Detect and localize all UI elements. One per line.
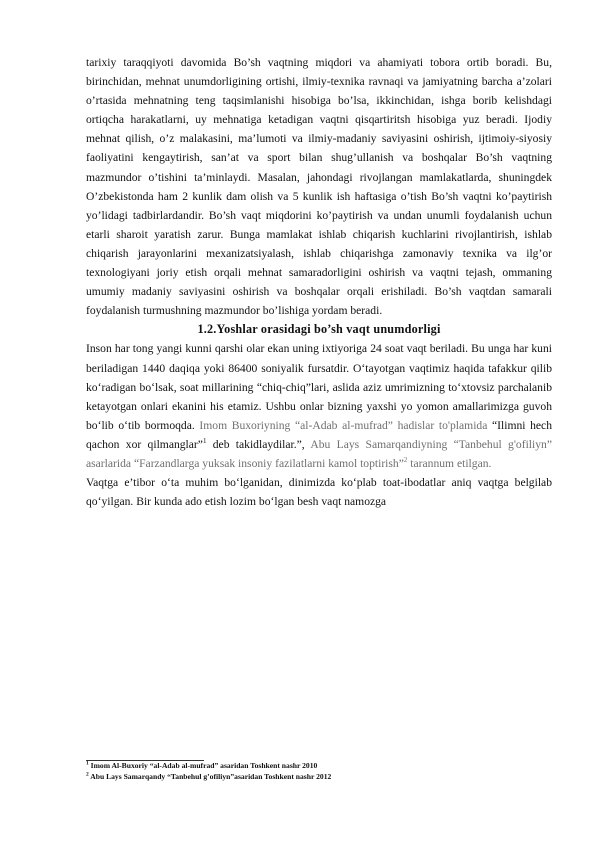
page-body bbox=[86, 53, 552, 511]
paragraph-prayer-times: Vaqtga e’tibor o‘ta muhim bo‘lganidan, dinimizda ko‘plab toat-ibodatlar aniq vaqtga belgilab qo‘yilgan. Bir kunda ado etish lozim bo‘lgan besh vaqt namozga bbox=[86, 476, 552, 509]
footnote-text: Imom Al-Buxoriy “al-Adab al-mufrad” asaridan Toshkent nashr 2010 bbox=[90, 761, 318, 770]
paragraph-text: Inson har tong yangi kunni qarshi olar ekan uning ixtiyoriga 24 soat vaqt beriladi. Bu unga har kuni beriladigan 1440 daqiqa yoki 86400 soniyalik fursatdir. O‘tayotgan vaqtimiz haqida tafakkur qilib ko‘radigan bo‘lsak, soat millarining “chiq-chiq”lari, aslida aziz umrimizning to‘xtovsiz parchalanib ketayotgan onlari ekanini his etamiz. Ushbu onlar bizning yaxshi yo yomon amallarimizga guvoh bo‘lib o‘tib bormoqda. bbox=[86, 342, 552, 432]
section-heading: 1.2.Yoshlar orasidagi bo’sh vaqt unumdorligi bbox=[197, 322, 441, 337]
paragraph-text: deb takidlaydilar.”, bbox=[212, 437, 305, 451]
citation-samarqandi: Abu Lays Samarqandiyning “Tanbehul g'ofiliyn” asarlarida “Farzandlarga yuksak insoniy fazilatlarni kamol toptirish” bbox=[86, 437, 552, 470]
paragraph-daily-time bbox=[86, 339, 552, 473]
footnote-mark: 2 bbox=[86, 771, 89, 778]
footnote-2 bbox=[86, 772, 552, 783]
footnote-text: Abu Lays Samarqandy “Tanbehul g’ofiliyn”asaridan Toshkent nashr 2012 bbox=[90, 771, 332, 781]
citation-ending: tarannum etilgan. bbox=[410, 456, 492, 470]
paragraph-free-time-history: tarixiy taraqqiyoti davomida Bo’sh vaqtning miqdori va ahamiyati tobora ortib boradi. Bu, birinchidan, mehnat unumdorligining ortishi, ilmiy-texnika ravnaqi va jamiyatning barcha a’zolari o’rtasida mehnatning teng taqsimlanishi hisobiga bo’lsa, ikkinchidan, ishga borib kelishdagi ortiqcha harakatlarni, uy mehnatiga ketadigan vaqtni qisqartiritsh hisobiga yuz beradi. Ijodiy mehnat qilish, o’z malakasini, ma’lumoti va ilmiy-madaniy saviyasini oshirish, ijtimoiy-siyosiy faoliyatini kengaytirish, san’at va sport bilan shug’ullanish va boshqalar Bo’sh vaqtning mazmundor o’tishini ta’minlaydi. Masalan, jahondagi rivojlangan mamlakatlarda, shuningdek O’zbekistonda ham 2 kunlik dam olish va 5 kunlik ish haftasiga o’tish Bo’sh vaqtni ko’paytirish yo’lidagi tadbirlardandir. Bo’sh vaqt miqdorini ko’paytirish va undan unumli foydalanish uchun etarli sharoit yaratish zarur. Bunga mamlakat ishlab chiqarish kuchlarini rivojlantirish, ishlab chiqarish jarayonlarini mexanizatsiyalash, ishlab chiqarishga zamonaviy texnika va ilg’or texnologiyani joriy etish orqali mehnat samaradorligini oshirish va vaqtni tejash, ommaning umumiy madaniy saviyasini oshirish va boshqalar orqali erishiladi. Bo’sh vaqtdan samarali foydalanish turmushning mazmundor bo’lishiga yordam beradi. bbox=[86, 56, 552, 318]
footnote-mark: 1 bbox=[86, 760, 89, 767]
footnote-ref-1: 1 bbox=[202, 437, 207, 446]
quote-text: “Ilimni hech qachon xor qilmanglar” bbox=[86, 418, 553, 451]
footnote-1 bbox=[86, 761, 552, 772]
citation-bukhari: Imom Buxoriyning “al-Adab al-mufrad” hadislar to'plamida bbox=[199, 418, 488, 432]
footnote-ref-2: 2 bbox=[403, 456, 408, 465]
footnotes bbox=[86, 761, 552, 782]
